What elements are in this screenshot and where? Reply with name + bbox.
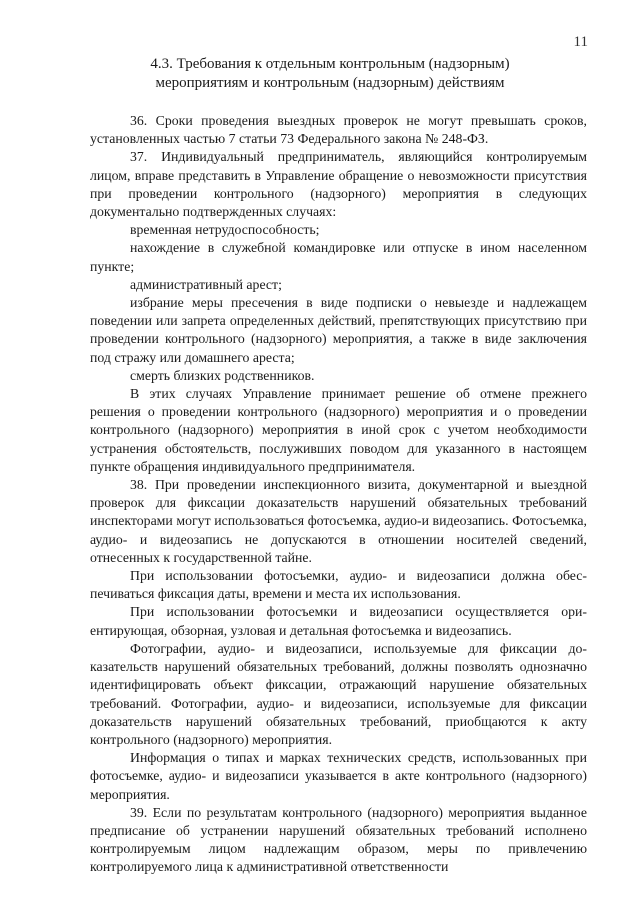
paragraph-date-time-fixation: При использовании фотосъемки, аудио- и видеозаписи должна обеспечиваться фиксация даты, времени и места их использования. [90,568,587,602]
paragraph-photo-identification: Фотографии, аудио- и видеозаписи, используемые для фиксации доказательств нарушений обязательных требований, должны позволять однозначно идентифицировать объект фиксации, отражающий нарушение обязательных требований. Фотографии, аудио- и видеозаписи, используемые для фиксации доказательств нарушений обязательных требований, приобщаются к акту контрольного (надзорного) мероприятия. [90,640,587,747]
list-item-preventive-measure: избрание меры пресечения в виде подписки о невыезде и надлежащем поведении или запрета определенных действий, препятствующих присутствию при проведении контрольного (надзорного) мероприятия, а также в виде заключения под стражу или домашнего ареста; [90,295,587,365]
paragraph-39: 39. Если по результатам контрольного (надзорного) мероприятия выданное предписание об устранении нарушений обязательных требований исполнено контролируемым лицом надлежащим образом, меры по привлечению контролируемого лица к административной ответственности [90,804,587,875]
section-title-line-1: 4.3. Требования к отдельным контрольным (надзорным) [150,56,510,72]
section-title-line-2: мероприятиям и контрольным (надзорным) действиям [155,75,505,91]
page-number: 11 [573,34,588,50]
section-title [70,55,590,93]
paragraph-photo-types: При использовании фотосъемки и видеозаписи осуществляется ориентирующая, обзорная, узловая и детальная фотосъемка и видеозапись. [90,604,587,638]
paragraph-36: 36. Сроки проведения выездных проверок не могут превышать сроков, установленных частью 7 статьи 73 Федерального закона № 248-ФЗ. [90,113,587,147]
list-item-business-trip: нахождение в служебной командировке или отпуске в ином населенном пункте; [90,240,587,274]
document-body [90,112,587,877]
paragraph-decision: В этих случаях Управление принимает решение об отмене прежнего решения о проведении контрольного (надзорного) мероприятия и о проведении контрольного (надзорного) мероприятия в иной срок с учетом необходимости устранения обстоятельств, послуживших поводом для указанного в настоящем пункте обращения индивидуального предпринимателя. [90,386,587,474]
list-item-death-of-relatives: смерть близких родственников. [130,367,315,383]
paragraph-technical-means: Информация о типах и марках технических средств, использованных при фотосъемке, аудио- и видеозаписи указывается в акте контрольного (надзорного) мероприятия. [90,750,587,802]
list-item-administrative-arrest: административный арест; [130,276,282,292]
list-item-temporary-disability: временная нетрудоспособность; [130,222,320,238]
paragraph-37: 37. Индивидуальный предприниматель, являющийся контролируемым лицом, вправе представить в Управление обращение о невозможности присутствия при проведении контрольного (надзорного) мероприятия в следующих документально подтвержденных случаях: [90,149,587,220]
paragraph-38: 38. При проведении инспекционного визита, документарной и выездной проверок для фиксации доказательств нарушений обязательных требований инспекторами могут использоваться фотосъемка, аудио-и видеозапись. Фотосъемка, аудио- и видеозапись не допускаются в отношении носителей сведений, отнесенных к государственной тайне. [90,477,587,565]
